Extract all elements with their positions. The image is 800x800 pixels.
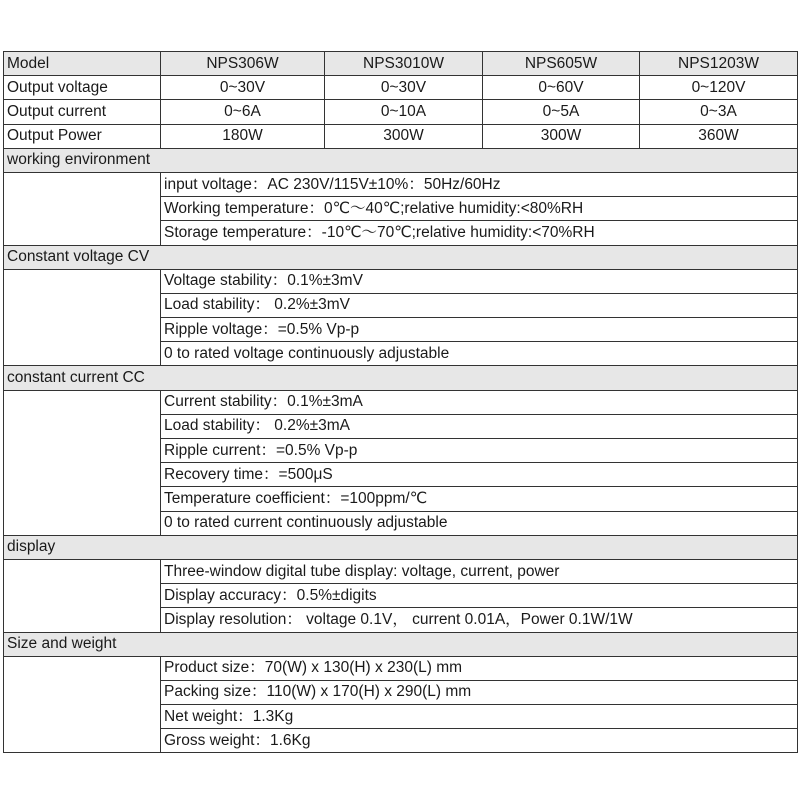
row-label: Output Power xyxy=(4,124,161,148)
row-label: Output voltage xyxy=(4,76,161,100)
row-value: 0~120V xyxy=(640,76,798,100)
row-value: 0~60V xyxy=(483,76,640,100)
section-item-row xyxy=(4,559,798,583)
section-header-constant-voltage xyxy=(4,245,798,269)
section-item: Voltage stability：0.1%±3mV xyxy=(161,269,798,293)
model-name: NPS3010W xyxy=(325,52,483,76)
section-item: input voltage：AC 230V/115V±10%：50Hz/60Hz xyxy=(161,172,798,196)
section-header-size-and-weight xyxy=(4,632,798,656)
section-item: Recovery time：=500μS xyxy=(161,463,798,487)
section-item: Storage temperature：-10℃～70℃;relative humidity:<70%RH xyxy=(161,221,798,245)
section-spacer-cell xyxy=(4,559,161,632)
section-item-row xyxy=(4,390,798,414)
row-value: 0~10A xyxy=(325,100,483,124)
section-spacer-cell xyxy=(4,390,161,535)
spec-table-body xyxy=(4,52,798,753)
row-value: 300W xyxy=(483,124,640,148)
section-item: Display accuracy：0.5%±digits xyxy=(161,584,798,608)
section-spacer-cell xyxy=(4,172,161,245)
section-item: Ripple voltage：=0.5% Vp-p xyxy=(161,318,798,342)
section-item: Temperature coefficient：=100ppm/℃ xyxy=(161,487,798,511)
spec-row-output-power xyxy=(4,124,798,148)
section-item-row xyxy=(4,172,798,196)
section-title: constant current CC xyxy=(4,366,798,390)
section-title: working environment xyxy=(4,148,798,172)
row-label: Output current xyxy=(4,100,161,124)
model-header-label: Model xyxy=(4,52,161,76)
section-item: Packing size：110(W) x 170(H) x 290(L) mm xyxy=(161,680,798,704)
row-value: 0~30V xyxy=(325,76,483,100)
section-item: 0 to rated voltage continuously adjustable xyxy=(161,342,798,366)
row-value: 180W xyxy=(161,124,325,148)
row-value: 0~3A xyxy=(640,100,798,124)
section-header-constant-current xyxy=(4,366,798,390)
section-header-working-environment xyxy=(4,148,798,172)
section-title: display xyxy=(4,535,798,559)
section-item: Product size：70(W) x 130(H) x 230(L) mm xyxy=(161,656,798,680)
section-item-row xyxy=(4,656,798,680)
section-title: Size and weight xyxy=(4,632,798,656)
section-spacer-cell xyxy=(4,269,161,366)
row-value: 0~6A xyxy=(161,100,325,124)
section-item: Display resolution： voltage 0.1V， current 0.01A，Power 0.1W/1W xyxy=(161,608,798,632)
spec-table xyxy=(3,51,798,753)
model-name: NPS1203W xyxy=(640,52,798,76)
section-item: 0 to rated current continuously adjustable xyxy=(161,511,798,535)
section-title: Constant voltage CV xyxy=(4,245,798,269)
section-item: Current stability：0.1%±3mA xyxy=(161,390,798,414)
section-spacer-cell xyxy=(4,656,161,753)
section-item: Gross weight：1.6Kg xyxy=(161,729,798,753)
spec-row-output-voltage xyxy=(4,76,798,100)
row-value: 0~5A xyxy=(483,100,640,124)
header-row xyxy=(4,52,798,76)
row-value: 300W xyxy=(325,124,483,148)
model-name: NPS306W xyxy=(161,52,325,76)
section-header-display xyxy=(4,535,798,559)
section-item-row xyxy=(4,269,798,293)
section-item: Three-window digital tube display: voltage, current, power xyxy=(161,559,798,583)
row-value: 0~30V xyxy=(161,76,325,100)
section-item: Load stability： 0.2%±3mV xyxy=(161,293,798,317)
section-item: Working temperature：0℃～40℃;relative humidity:<80%RH xyxy=(161,197,798,221)
section-item: Net weight：1.3Kg xyxy=(161,705,798,729)
section-item: Load stability： 0.2%±3mA xyxy=(161,414,798,438)
spec-row-output-current xyxy=(4,100,798,124)
row-value: 360W xyxy=(640,124,798,148)
section-item: Ripple current：=0.5% Vp-p xyxy=(161,439,798,463)
model-name: NPS605W xyxy=(483,52,640,76)
